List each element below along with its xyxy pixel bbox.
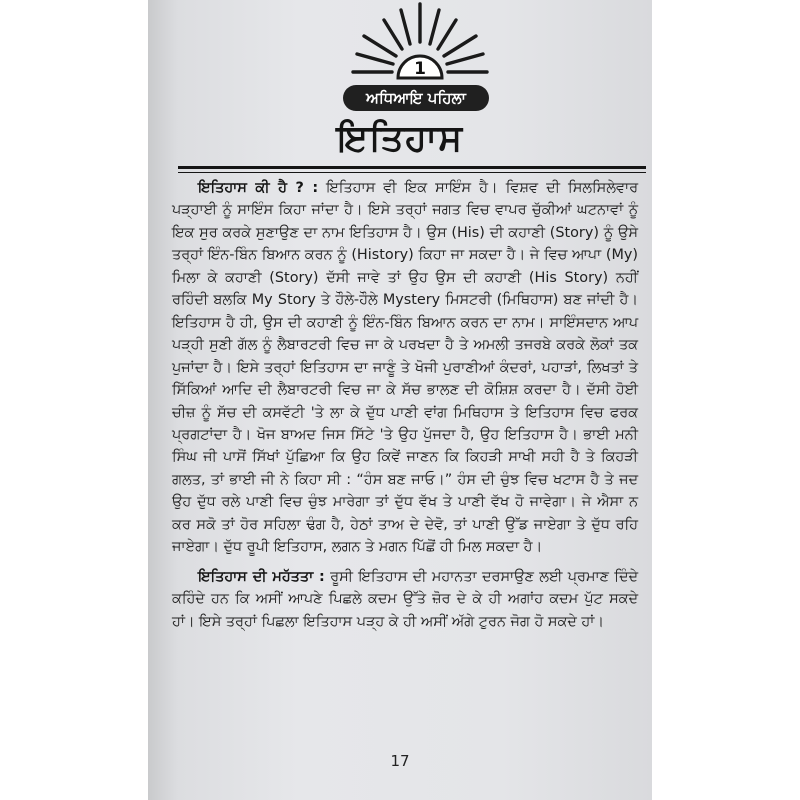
paragraph [172, 177, 638, 559]
sunburst-emblem-icon [350, 0, 490, 88]
paragraph [172, 566, 638, 633]
paragraph-heading: ਇਤਿਹਾਸ ਦੀ ਮਹੱਤਤਾ : [198, 568, 325, 585]
paragraph-text: ਇਤਿਹਾਸ ਵੀ ਇਕ ਸਾਇੰਸ ਹੈ। ਵਿਸ਼ਵ ਦੀ ਸਿਲਸਿਲੇਵਾਰ ਪੜ੍ਹਾਈ ਨੂੰ ਸਾਇੰਸ ਕਿਹਾ ਜਾਂਦਾ ਹੈ। ਇਸੇ ਤਰ੍ਹਾਂ ਜਗਤ ਵਿਚ ਵਾਪਰ ਚੁੱਕੀਆਂ ਘਟਨਾਵਾਂ ਨੂੰ ਇਕ ਸੁਰ ਕਰਕੇ ਸੁਣਾਉਣ ਦਾ ਨਾਮ ਇਤਿਹਾਸ ਹੈ। ਉਸ (His) ਦੀ ਕਹਾਣੀ (Story) ਨੂੰ ਉਸੇ ਤਰ੍ਹਾਂ ਇੰਨ-ਬਿੰਨ ਬਿਆਨ ਕਰਨ ਨੂੰ (History) ਕਿਹਾ ਜਾ ਸਕਦਾ ਹੈ। ਜੇ ਵਿਚ ਆਪਾ (My) ਮਿਲਾ ਕੇ ਕਹਾਣੀ (Story) ਦੱਸੀ ਜਾਵੇ ਤਾਂ ਉਹ ਉਸ ਦੀ ਕਹਾਣੀ (His Story) ਨਹੀਂ ਰਹਿੰਦੀ ਬਲਕਿ My Story ਤੇ ਹੌਲੇ-ਹੌਲੇ Mystery ਮਿਸਟਰੀ (ਮਿਥਿਹਾਸ) ਬਣ ਜਾਂਦੀ ਹੈ। ਇਤਿਹਾਸ ਹੈ ਹੀ, ਉਸ ਦੀ ਕਹਾਣੀ ਨੂੰ ਇੰਨ-ਬਿੰਨ ਬਿਆਨ ਕਰਨ ਦਾ ਨਾਮ। ਸਾਇੰਸਦਾਨ ਆਪ ਪੜ੍ਹੀ ਸੁਣੀ ਗੱਲ ਨੂੰ ਲੈਬਾਰਟਰੀ ਵਿਚ ਜਾ ਕੇ ਪਰਖਦਾ ਹੈ ਤੇ ਅਮਲੀ ਤਜਰਬੇ ਕਰਕੇ ਲੋਕਾਂ ਤਕ ਪੁਜਾਂਦਾ ਹੈ। ਇਸੇ ਤਰ੍ਹਾਂ ਇਤਿਹਾਸ ਦਾ ਜਾਣੂੰ ਤੇ ਖੋਜੀ ਪੁਰਾਣੀਆਂ ਕੰਦਰਾਂ, ਪਹਾੜਾਂ, ਲਿਖਤਾਂ ਤੇ ਸਿੱਕਿਆਂ ਆਦਿ ਦੀ ਲੈਬਾਰਟਰੀ ਵਿਚ ਜਾ ਕੇ ਸੱਚ ਭਾਲਣ ਦੀ ਕੋਸ਼ਿਸ਼ ਕਰਦਾ ਹੈ। ਦੱਸੀ ਹੋਈ ਚੀਜ਼ ਨੂੰ ਸੱਚ ਦੀ ਕਸਵੱਟੀ 'ਤੇ ਲਾ ਕੇ ਦੁੱਧ ਪਾਣੀ ਵਾਂਗ ਮਿਥਿਹਾਸ ਤੇ ਇਤਿਹਾਸ ਵਿਚ ਫਰਕ ਪ੍ਰਗਟਾਂਦਾ ਹੈ। ਖੋਜ ਬਾਅਦ ਜਿਸ ਸਿੱਟੇ 'ਤੇ ਉਹ ਪੁੱਜਦਾ ਹੈ, ਉਹ ਇਤਿਹਾਸ ਹੈ। ਭਾਈ ਮਨੀ ਸਿੰਘ ਜੀ ਪਾਸੋਂ ਸਿੱਖਾਂ ਪੁੱਛਿਆ ਕਿ ਉਹ ਕਿਵੇਂ ਜਾਣਨ ਕਿ ਕਿਹੜੀ ਸਾਖੀ ਸਹੀ ਹੈ ਤੇ ਕਿਹੜੀ ਗਲਤ, ਤਾਂ ਭਾਈ ਜੀ ਨੇ ਕਿਹਾ ਸੀ : “ਹੰਸ ਬਣ ਜਾਓ।” ਹੰਸ ਦੀ ਚੁੰਝ ਵਿਚ ਖਟਾਸ ਹੈ ਤੇ ਜਦ ਉਹ ਦੁੱਧ ਰਲੇ ਪਾਣੀ ਵਿਚ ਚੁੰਝ ਮਾਰੇਗਾ ਤਾਂ ਦੁੱਧ ਵੱਖ ਤੇ ਪਾਣੀ ਵੱਖ ਹੋ ਜਾਵੇਗਾ। ਜੇ ਐਸਾ ਨ ਕਰ ਸਕੋ ਤਾਂ ਹੋਰ ਸਹਿਲਾ ਢੰਗ ਹੈ, ਹੇਠਾਂ ਤਾਅ ਦੇ ਦੇਵੋ, ਤਾਂ ਪਾਣੀ ਉੱਡ ਜਾਏਗਾ ਤੇ ਦੁੱਧ ਰਹਿ ਜਾਏਗਾ। ਦੁੱਧ ਰੂਪੀ ਇਤਿਹਾਸ, ਲਗਨ ਤੇ ਮਗਨ ਪਿੱਛੋਂ ਹੀ ਮਿਲ ਸਕਦਾ ਹੈ। [172, 180, 638, 556]
chapter-title: ਇਤਿਹਾਸ [336, 118, 464, 159]
chapter-number: 1 [414, 59, 426, 79]
body-text [172, 177, 638, 633]
chapter-label-banner [343, 85, 489, 111]
paragraph-heading: ਇਤਿਹਾਸ ਕੀ ਹੈ ? : [198, 180, 319, 196]
title-rule-thin [178, 172, 646, 173]
title-rule-thick [178, 166, 646, 169]
page-number: 17 [390, 752, 410, 770]
paragraph-text: ਰੂਸੀ ਇਤਿਹਾਸ ਦੀ ਮਹਾਨਤਾ ਦਰਸਾਉਣ ਲਈ ਪ੍ਰਮਾਣ ਦਿੰਦੇ ਕਹਿੰਦੇ ਹਨ ਕਿ ਅਸੀਂ ਆਪਣੇ ਪਿਛਲੇ ਕਦਮ ਉੱਤੇ ਜ਼ੋਰ ਦੇ ਕੇ ਹੀ ਅਗਾਂਹ ਕਦਮ ਪੁੱਟ ਸਕਦੇ ਹਾਂ। ਇਸੇ ਤਰ੍ਹਾਂ ਪਿਛਲਾ ਇਤਿਹਾਸ ਪੜ੍ਹ ਕੇ ਹੀ ਅਸੀਂ ਅੱਗੇ ਟੁਰਨ ਜੋਗ ਹੋ ਸਕਦੇ ਹਾਂ। [172, 568, 638, 630]
chapter-label: ਅਧਿਆਇ ਪਹਿਲਾ [366, 89, 466, 107]
